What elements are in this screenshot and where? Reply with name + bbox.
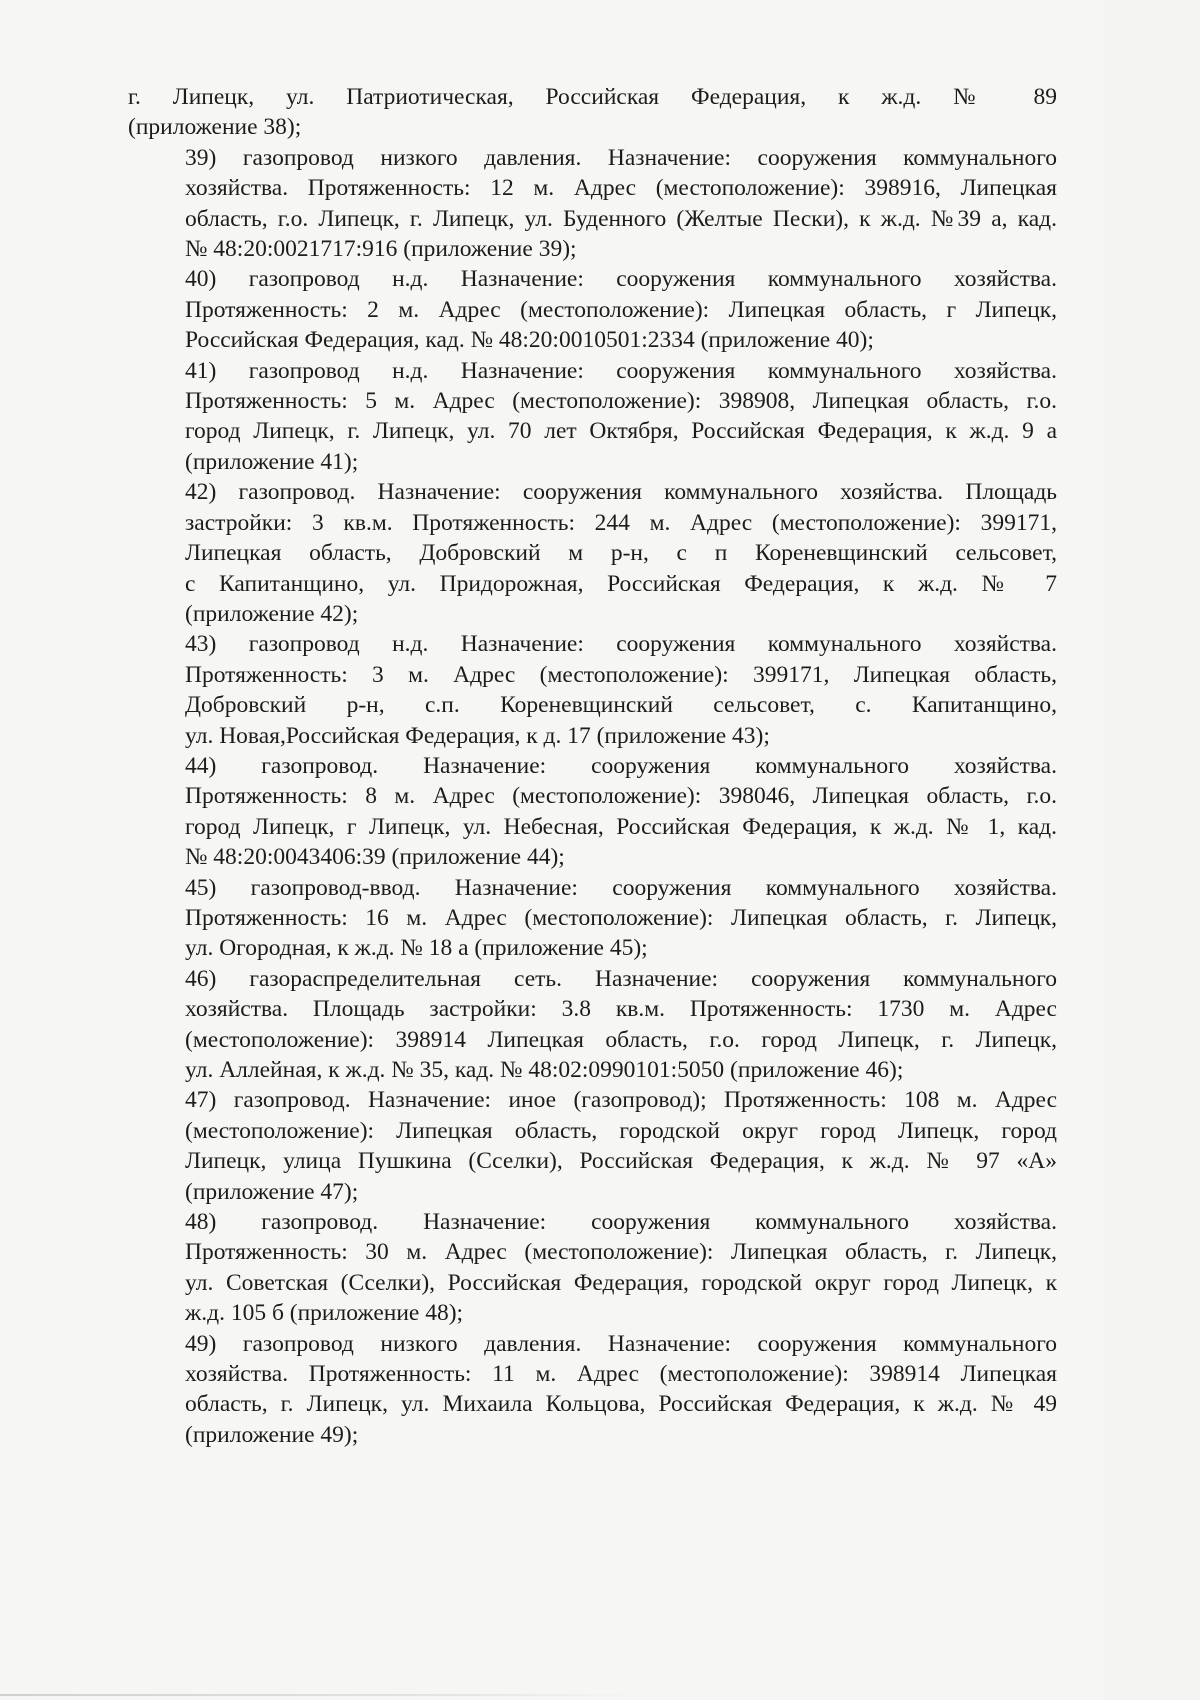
text-line: область, г. Липецк, ул. Михаила Кольцова, Российская Федерация, к ж.д. № 49 [185,1391,1057,1418]
text-line: Липецкая область, Добровский м р-н, с п Кореневщинский сельсовет, [185,540,1057,567]
text-line: (приложение 42); [185,600,359,627]
text-line: Протяженность: 8 м. Адрес (местоположение): 398046, Липецкая область, г.о. [185,783,1057,810]
text-line: область, г.о. Липецк, г. Липецк, ул. Буденного (Желтые Пески), к ж.д. №39 а, кад. [185,205,1057,232]
text-line: Протяженность: 2 м. Адрес (местоположение): Липецкая область, г Липецк, [185,296,1057,323]
text-line: хозяйства. Протяженность: 12 м. Адрес (местоположение): 398916, Липецкая [185,175,1057,202]
text-line: (местоположение): 398914 Липецкая область, г.о. город Липецк, г. Липецк, [185,1026,1057,1053]
paragraph-item-43 [128,629,1057,751]
paragraph-item-42 [128,477,1057,629]
text-line: хозяйства. Протяженность: 11 м. Адрес (местоположение): 398914 Липецкая [185,1361,1057,1388]
text-line: 49) газопровод низкого давления. Назначение: сооружения коммунального [185,1330,1057,1357]
text-line: город Липецк, г Липецк, ул. Небесная, Российская Федерация, к ж.д. № 1, кад. [185,813,1057,840]
text-line: застройки: 3 кв.м. Протяженность: 244 м. Адрес (местоположение): 399171, [185,509,1057,536]
text-line: Протяженность: 5 м. Адрес (местоположение): 398908, Липецкая область, г.о. [185,388,1057,415]
text-line: ул. Огородная, к ж.д. № 18 а (приложение 45); [185,935,648,962]
text-line: 44) газопровод. Назначение: сооружения коммунального хозяйства. [185,752,1057,779]
text-line: № 48:20:0021717:916 (приложение 39); [185,236,577,263]
text-line: с Капитанщино, ул. Придорожная, Российская Федерация, к ж.д. № 7 [185,570,1057,597]
text-line: хозяйства. Площадь застройки: 3.8 кв.м. Протяженность: 1730 м. Адрес [185,996,1057,1023]
text-line: город Липецк, г. Липецк, ул. 70 лет Октября, Российская Федерация, к ж.д. 9 а [185,418,1057,445]
text-line: ул. Советская (Сселки), Российская Федерация, городской округ город Липецк, к [185,1269,1057,1296]
text-line: 45) газопровод-ввод. Назначение: сооружения коммунального хозяйства. [185,874,1057,901]
text-line: 42) газопровод. Назначение: сооружения коммунального хозяйства. Площадь [185,479,1057,506]
text-line: ул. Аллейная, к ж.д. № 35, кад. № 48:02:0990101:5050 (приложение 46); [185,1057,904,1083]
paragraph-item-40 [128,264,1057,355]
paragraph-item-48 [128,1207,1057,1329]
text-line: 48) газопровод. Назначение: сооружения коммунального хозяйства. [185,1209,1057,1236]
text-line: (приложение 47); [185,1178,359,1205]
text-line: Добровский р-н, с.п. Кореневщинский сельсовет, с. Капитанщино, [185,692,1057,719]
paragraph-item-45 [128,873,1057,964]
text-line: ул. Новая,Российская Федерация, к д. 17 (приложение 43); [185,722,770,749]
text-line: 40) газопровод н.д. Назначение: сооружения коммунального хозяйства. [185,266,1057,293]
paragraph-item-49 [128,1329,1057,1451]
paragraph-item-44 [128,751,1057,873]
text-line: Протяженность: 30 м. Адрес (местоположение): Липецкая область, г. Липецк, [185,1239,1057,1266]
text-line: Протяженность: 16 м. Адрес (местоположение): Липецкая область, г. Липецк, [185,904,1057,931]
text-line: (приложение 49); [185,1421,359,1448]
text-line: (приложение 38); [128,114,302,141]
text-line: 47) газопровод. Назначение: иное (газопровод); Протяженность: 108 м. Адрес [185,1087,1057,1114]
paragraph-item-41 [128,356,1057,478]
text-line: 46) газораспределительная сеть. Назначение: сооружения коммунального [185,965,1057,992]
text-line: 39) газопровод низкого давления. Назначение: сооружения коммунального [185,144,1057,171]
text-line: Российская Федерация, кад. № 48:20:0010501:2334 (приложение 40); [185,327,874,354]
scan-edge-line [0,1694,640,1696]
text-line: № 48:20:0043406:39 (приложение 44); [185,844,565,871]
paragraph-item-47 [128,1085,1057,1207]
text-line: Протяженность: 3 м. Адрес (местоположение): 399171, Липецкая область, [185,661,1057,688]
paragraph-item-46 [128,964,1057,1086]
text-line: (местоположение): Липецкая область, городской округ город Липецк, город [185,1117,1057,1144]
paragraph-item-39 [128,143,1057,265]
text-line: (приложение 41); [185,448,359,475]
text-line: Липецк, улица Пушкина (Сселки), Российская Федерация, к ж.д. № 97 «А» [185,1148,1057,1175]
text-line: 43) газопровод н.д. Назначение: сооружения коммунального хозяйства. [185,631,1057,658]
text-line: 41) газопровод н.д. Назначение: сооружения коммунального хозяйства. [185,357,1057,384]
text-line: г. Липецк, ул. Патриотическая, Российская Федерация, к ж.д. № 89 [128,84,1057,110]
text-line: ж.д. 105 б (приложение 48); [185,1300,464,1327]
paragraph-continuation-38 [128,82,1057,143]
